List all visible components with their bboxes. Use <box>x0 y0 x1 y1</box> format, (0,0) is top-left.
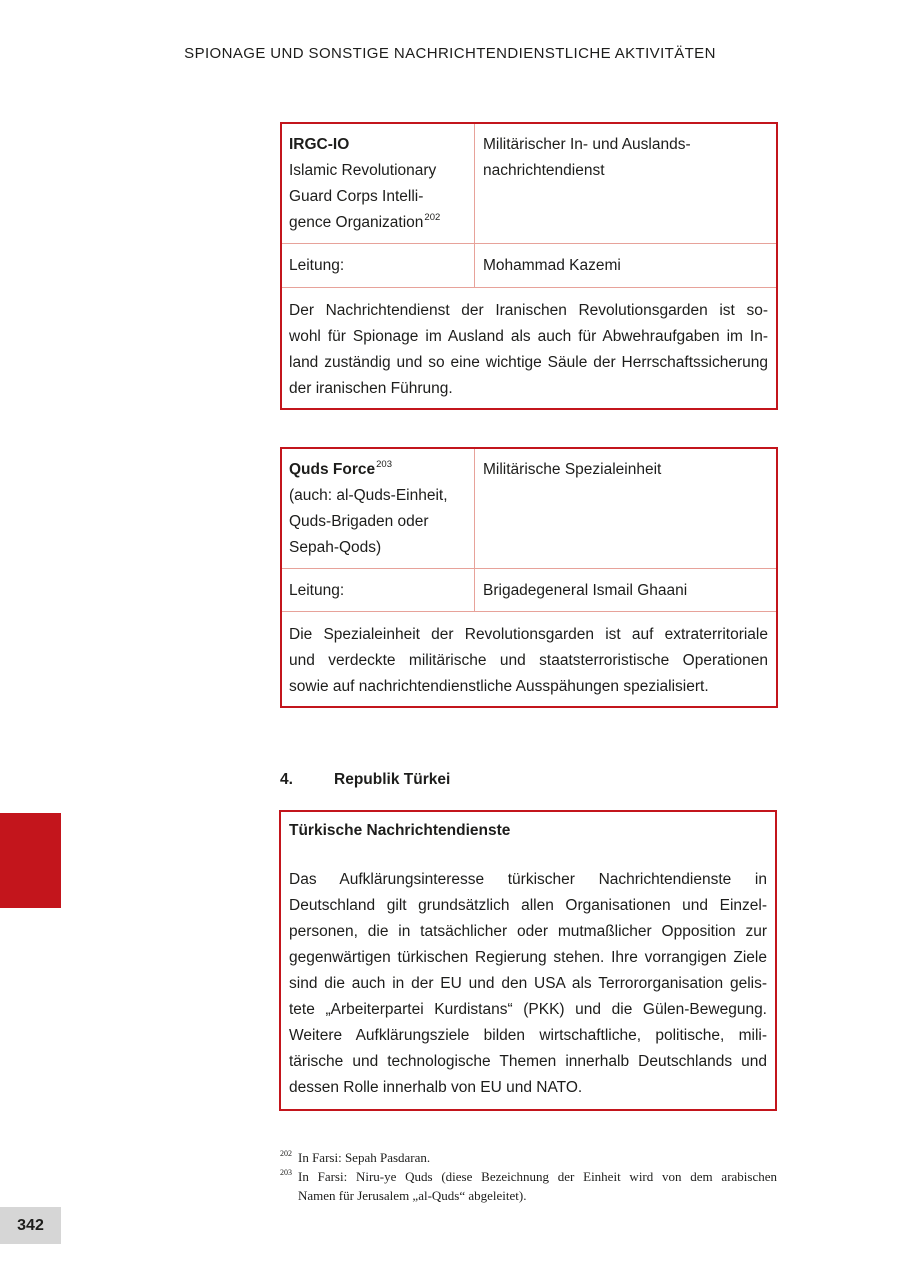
agency-name-line: Islamic Revolutionary <box>289 162 437 179</box>
footnote-line: In Farsi: Sepah Pasdaran. <box>298 1150 431 1165</box>
agency-name-line: Guard Corps Intelli- <box>289 188 424 205</box>
footnote <box>280 1167 777 1205</box>
leader-label: Leitung: <box>289 582 345 599</box>
section-heading <box>280 768 778 792</box>
description-row <box>282 288 776 408</box>
description-cell <box>282 288 776 408</box>
info-box-line: dessen Rolle innerhalb von EU und NATO. <box>289 1079 583 1096</box>
footnote-text <box>298 1167 777 1205</box>
agency-name-with-note <box>289 457 468 483</box>
description-line: wohl für Spionage im Ausland als auch für Abwehraufgaben im In- <box>289 328 768 345</box>
agency-name-cell <box>282 124 475 243</box>
description-line: und verdeckte militärische und staatsterroristische Operationen <box>289 652 768 669</box>
agency-name-cell <box>282 449 475 568</box>
leader-name: Mohammad Kazemi <box>483 257 621 274</box>
agency-acronym: IRGC-IO <box>289 136 350 153</box>
info-box-title: Türkische Nachrichtendienste <box>289 822 511 839</box>
info-box-line: sind die auch in der EU und den USA als Terrororganisation gelis- <box>289 975 767 992</box>
description-cell <box>282 612 776 706</box>
info-box-line: tärische und technologische Themen innerhalb Deutschlands und <box>289 1053 767 1070</box>
chapter-side-tab <box>0 813 61 908</box>
agency-table-irgc-io <box>280 122 778 410</box>
leader-row <box>282 569 776 612</box>
agency-type-cell <box>475 449 776 568</box>
info-box-line: Deutschland gilt grundsätzlich allen Organisationen und Einzel- <box>289 897 767 914</box>
leader-row <box>282 244 776 288</box>
info-box-turkish-intelligence <box>279 810 777 1111</box>
footnote-line: Namen für Jerusalem „al-Quds“ abgeleitet). <box>298 1188 527 1203</box>
leader-name: Brigadegeneral Ismail Ghaani <box>483 582 688 599</box>
section-title: Republik Türkei <box>334 771 451 788</box>
info-box-line: Weitere Aufklärungsziele bilden wirtschaftliche, politische, mili- <box>289 1027 767 1044</box>
description-line: Die Spezialeinheit der Revolutionsgarden ist auf extraterritoriale <box>289 626 768 643</box>
footnote-number: 203 <box>280 1168 292 1177</box>
footnote-text <box>298 1148 777 1167</box>
description-row <box>282 612 776 706</box>
agency-name-line: gence Organization <box>289 214 424 231</box>
description-line: der iranischen Führung. <box>289 380 453 397</box>
footnote-line: In Farsi: Niru-ye Quds (diese Bezeichnung der Einheit wird von dem arabischen <box>298 1169 777 1184</box>
footnote-reference: 202 <box>424 212 441 223</box>
description-line: Der Nachrichtendienst der Iranischen Revolutionsgarden ist so- <box>289 302 768 319</box>
agency-name-line-with-note <box>289 210 468 236</box>
running-header: SPIONAGE UND SONSTIGE NACHRICHTENDIENSTLICHE AKTIVITÄTEN <box>184 45 716 62</box>
agency-type-line: nachrichtendienst <box>483 162 605 179</box>
leader-label-cell <box>282 569 475 611</box>
footnote <box>280 1148 777 1167</box>
agency-acronym: Quds Force <box>289 461 376 478</box>
leader-label: Leitung: <box>289 257 345 274</box>
description-line: land zuständig und so eine wichtige Säule der Herrschaftssicherung <box>289 354 768 371</box>
agency-name-line: (auch: al-Quds-Einheit, <box>289 487 448 504</box>
footnote-number: 202 <box>280 1149 292 1158</box>
agency-table-quds-force <box>280 447 778 708</box>
leader-name-cell <box>475 569 776 611</box>
agency-type-line: Militärischer In- und Auslands- <box>483 136 691 153</box>
agency-type-cell <box>475 124 776 243</box>
info-box-line: personen, die in tatsächlicher oder mutmaßlicher Opposition zur <box>289 923 767 940</box>
info-box-line: tete „Arbeiterpartei Kurdistans“ (PKK) und die Gülen-Bewegung. <box>289 1001 767 1018</box>
agency-type-line: Militärische Spezialeinheit <box>483 461 662 478</box>
footnotes <box>280 1148 777 1205</box>
agency-row <box>282 124 776 244</box>
section-number: 4. <box>280 771 293 788</box>
agency-name-line: Sepah-Qods) <box>289 539 382 556</box>
description-line: sowie auf nachrichtendienstliche Ausspähungen spezialisiert. <box>289 678 709 695</box>
page-number: 342 <box>0 1207 61 1244</box>
agency-row <box>282 449 776 569</box>
footnote-reference: 203 <box>376 459 392 470</box>
leader-label-cell <box>282 244 475 287</box>
info-box-line: gegenwärtigen türkischen Regierung stehen. Ihre vorrangigen Ziele <box>289 949 767 966</box>
leader-name-cell <box>475 244 776 287</box>
info-box-line: Das Aufklärungsinteresse türkischer Nachrichtendienste in <box>289 871 767 888</box>
agency-name-line: Quds-Brigaden oder <box>289 513 429 530</box>
